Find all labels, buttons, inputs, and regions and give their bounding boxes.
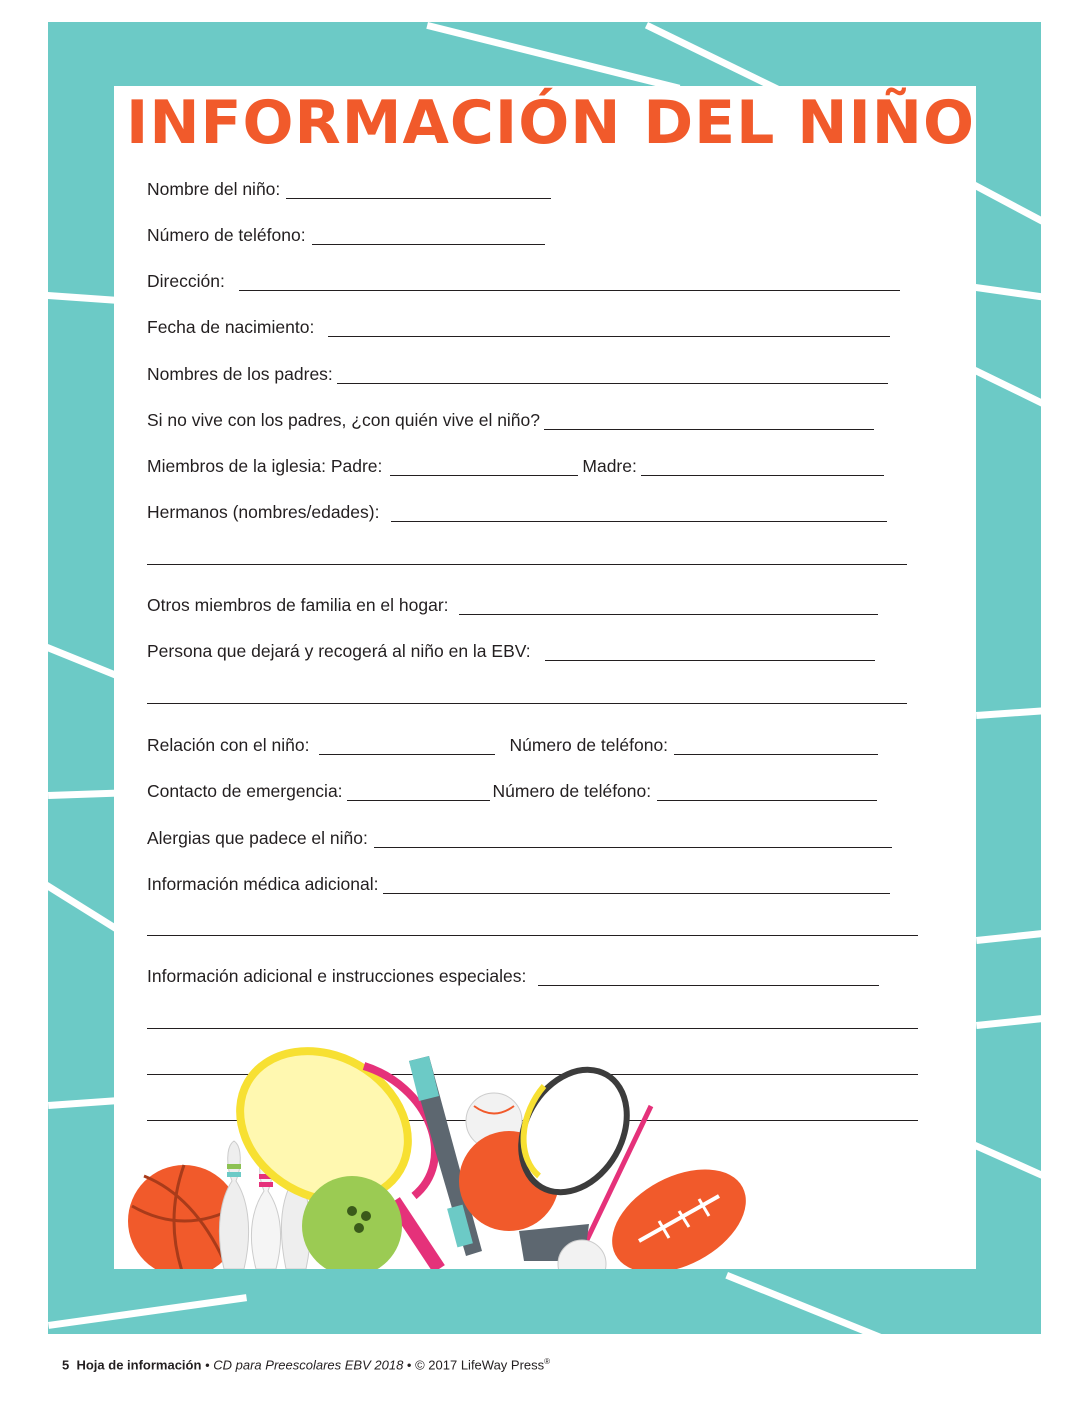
page-title: INFORMACIÓN DEL NIÑO	[126, 88, 976, 158]
additional-info-row	[147, 966, 879, 986]
sports-illustration	[114, 1046, 976, 1269]
relationship-label: Relación con el niño:	[147, 735, 310, 755]
address-label: Dirección:	[147, 271, 225, 291]
emergency-contact-field[interactable]	[347, 784, 490, 801]
relationship-field[interactable]	[319, 738, 495, 755]
lives-with-field[interactable]	[544, 413, 874, 430]
copyright-text: © 2017 LifeWay Press	[415, 1357, 545, 1373]
church-members-row	[147, 456, 884, 476]
child-name-row	[147, 179, 551, 199]
child-name-label: Nombre del niño:	[147, 179, 281, 199]
pickup-person-field[interactable]	[545, 644, 875, 661]
phone-label: Número de teléfono:	[147, 225, 306, 245]
pickup-person-row	[147, 641, 875, 661]
frame-stripe	[48, 1294, 247, 1329]
birth-date-row	[147, 317, 890, 337]
footer-separator: •	[406, 1357, 412, 1373]
parents-names-label: Nombres de los padres:	[147, 364, 333, 384]
relationship-row	[147, 735, 878, 755]
relationship-phone-label: Número de teléfono:	[509, 735, 669, 755]
frame-stripe	[973, 1142, 1041, 1181]
lives-with-row	[147, 410, 874, 430]
frame-stripe	[725, 1272, 969, 1334]
mother-member-field[interactable]	[641, 459, 884, 476]
parents-names-field[interactable]	[337, 367, 888, 384]
birth-date-label: Fecha de nacimiento:	[147, 317, 315, 337]
pickup-person-label: Persona que dejará y recogerá al niño en la EBV:	[147, 641, 531, 661]
phone-row	[147, 225, 545, 245]
medical-info-label: Información médica adicional:	[147, 874, 379, 894]
emergency-phone-label: Número de teléfono:	[492, 781, 652, 801]
mother-label: Madre:	[582, 456, 637, 476]
pickup-person-extra-line[interactable]	[147, 703, 907, 704]
sheet-name: Hoja de información	[76, 1357, 202, 1373]
frame-stripe	[976, 929, 1041, 944]
emergency-contact-row	[147, 781, 877, 801]
other-family-label: Otros miembros de familia en el hogar:	[147, 595, 449, 615]
parents-names-row	[147, 364, 888, 384]
product-name: CD para Preescolares EBV 2018	[213, 1357, 404, 1373]
siblings-row	[147, 502, 887, 522]
registered-mark: ®	[544, 1357, 551, 1366]
father-member-field[interactable]	[390, 459, 578, 476]
other-family-field[interactable]	[459, 598, 878, 615]
church-members-label: Miembros de la iglesia: Padre:	[147, 456, 383, 476]
emergency-phone-field[interactable]	[657, 784, 877, 801]
footer-separator: •	[205, 1357, 210, 1373]
child-name-field[interactable]	[286, 182, 551, 199]
frame-stripe	[973, 367, 1041, 408]
medical-info-row	[147, 874, 890, 894]
relationship-phone-field[interactable]	[674, 738, 878, 755]
birth-date-field[interactable]	[328, 320, 890, 337]
emergency-contact-label: Contacto de emergencia:	[147, 781, 343, 801]
form-card	[114, 86, 976, 1269]
page-number: 5	[62, 1357, 70, 1373]
frame-stripe	[976, 1014, 1041, 1029]
page-footer	[62, 1357, 550, 1372]
phone-field[interactable]	[312, 228, 545, 245]
siblings-field[interactable]	[391, 505, 887, 522]
allergies-field[interactable]	[374, 831, 892, 848]
address-field[interactable]	[239, 274, 900, 291]
medical-info-extra-line[interactable]	[147, 935, 918, 936]
lives-with-label: Si no vive con los padres, ¿con quién vive el niño?	[147, 410, 541, 430]
allergies-row	[147, 828, 892, 848]
frame-stripe	[976, 706, 1041, 719]
siblings-label: Hermanos (nombres/edades):	[147, 502, 380, 522]
frame-stripe	[973, 182, 1041, 226]
additional-info-label: Información adicional e instrucciones especiales:	[147, 966, 527, 986]
siblings-extra-line[interactable]	[147, 564, 907, 565]
frame-stripe	[426, 22, 680, 92]
other-family-row	[147, 595, 878, 615]
additional-info-line-1[interactable]	[147, 1028, 918, 1029]
address-row	[147, 271, 900, 291]
allergies-label: Alergias que padece el niño:	[147, 828, 368, 848]
frame-stripe	[975, 284, 1041, 302]
medical-info-field[interactable]	[383, 877, 890, 894]
additional-info-field[interactable]	[538, 969, 879, 986]
